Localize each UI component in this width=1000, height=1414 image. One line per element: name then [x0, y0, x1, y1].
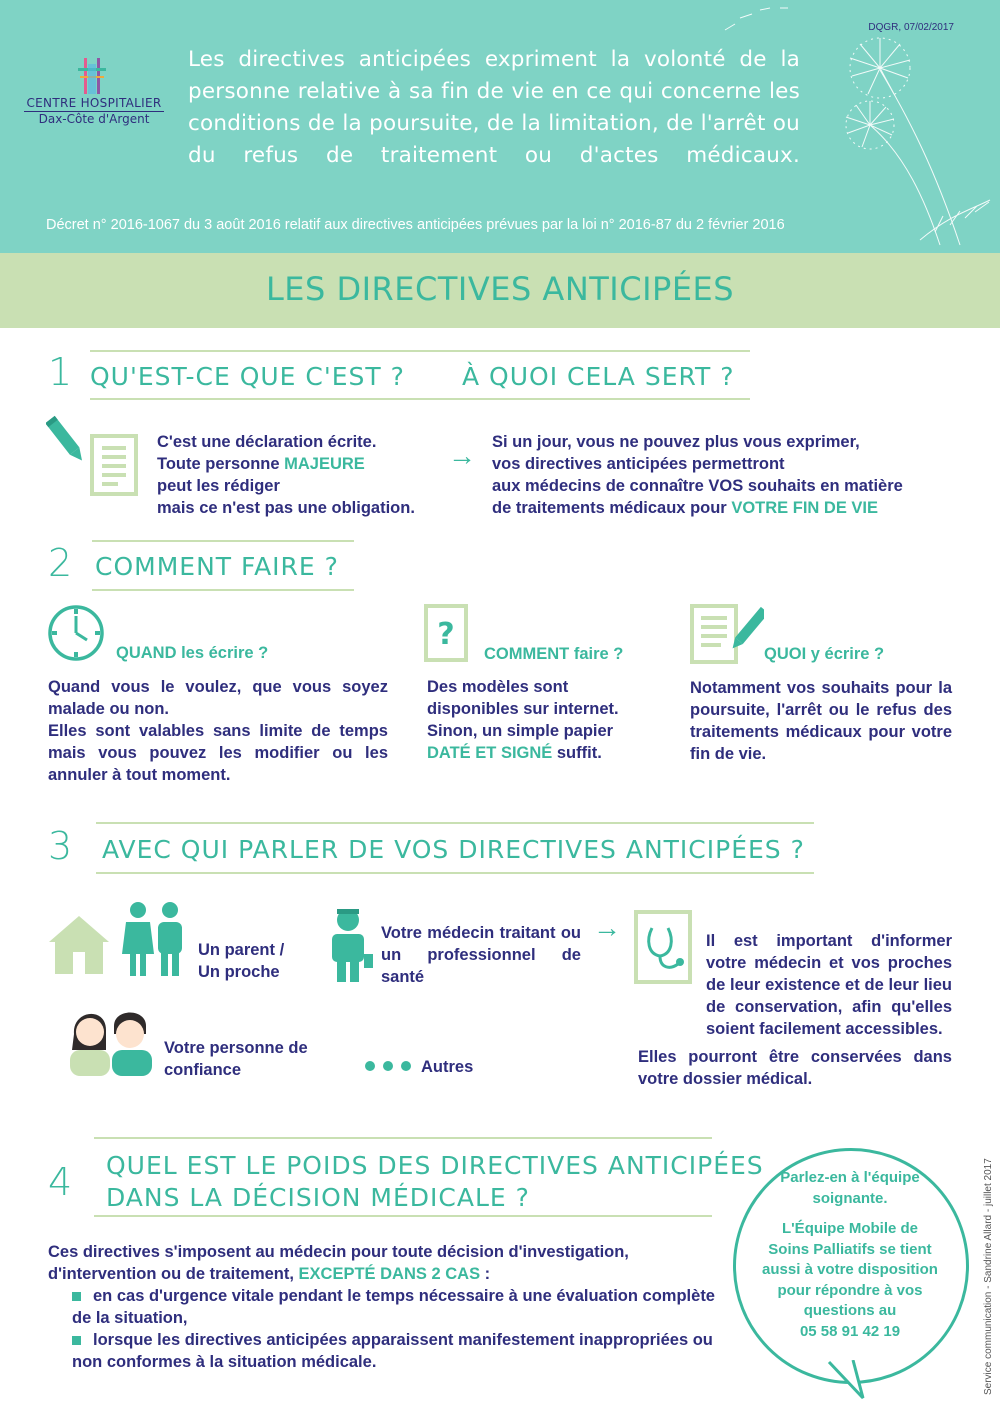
s1-right-line2: vos directives anticipées permettront: [492, 455, 785, 473]
s2-col2-text2a: Sinon, un simple papier: [427, 722, 614, 740]
section2-col2-title: COMMENT faire ?: [484, 645, 624, 663]
parent-label: Un parent / Un proche: [198, 941, 285, 981]
logo-name-line1: CENTRE HOSPITALIER: [26, 96, 162, 110]
section1-line-bottom: [90, 398, 750, 400]
decree-reference: Décret n° 2016-1067 du 3 août 2016 relatif aux directives anticipées prévues par la loi n° 2016-87 du 2 février 2016: [46, 217, 785, 233]
section4-line-bottom: [94, 1215, 712, 1217]
trusted-person-label: Votre personne de confiance: [164, 1039, 308, 1079]
s1-left-line1: C'est une déclaration écrite.: [157, 433, 377, 451]
section1-title-a: QU'EST-CE QUE C'EST ?: [90, 362, 405, 391]
couple-icon: [120, 900, 190, 978]
house-icon: [47, 912, 111, 976]
section3-info: [638, 930, 952, 1090]
section1-number: 1: [48, 350, 73, 394]
section4-text: [48, 1241, 718, 1373]
s1-right-line4a: de traitements médicaux pour: [492, 499, 732, 517]
s1-left-line4: mais ce n'est pas une obligation.: [157, 499, 415, 517]
s2-col2-text1: Des modèles sont disponibles sur internet.: [427, 678, 619, 718]
section2-number: 2: [48, 541, 73, 585]
bubble-line2: L'Équipe Mobile de Soins Palliatifs se tient aussi à votre disposition pour répondre à vos questions au: [762, 1220, 938, 1319]
document-reference: DQGR, 07/02/2017: [868, 22, 954, 33]
s4-case2-text: lorsque les directives anticipées apparaissent manifestement inappropriées ou non conformes à la situation médicale.: [72, 1331, 713, 1371]
section1-right-text: [492, 431, 972, 519]
doctor-icon: [328, 906, 374, 984]
document-icon: [90, 434, 138, 496]
section3-line-top: [96, 822, 814, 824]
s1-left-line3: peut les rédiger: [157, 477, 280, 495]
s1-majeure-highlight: MAJEURE: [284, 455, 365, 473]
question-document-icon: [424, 604, 468, 662]
document-pencil-icon: [690, 602, 764, 664]
s3-info1: Il est important d'informer votre médecin et vos proches de leur existence et de leur lieu de conservation, afin qu'elles soient facilement accessibles.: [706, 932, 952, 1038]
bullet-icon: [72, 1292, 81, 1301]
page-title: LES DIRECTIVES ANTICIPÉES: [265, 270, 735, 308]
s2-col2-text2: [427, 720, 652, 764]
arrow-right-icon: →: [448, 440, 476, 471]
section3-line-bottom: [96, 872, 814, 874]
s4-case1-text: en cas d'urgence vitale pendant le temps nécessaire à une évaluation complète de la situation,: [72, 1287, 715, 1327]
section2-col2-text: [427, 676, 652, 764]
pencil-icon: [46, 412, 86, 467]
s2-col2-text2c: suffit.: [552, 744, 602, 762]
s4-title-line1: QUEL EST LE POIDS DES DIRECTIVES ANTICIPÉES: [106, 1151, 764, 1180]
bubble-phone: 05 58 91 42 19: [799, 1322, 901, 1340]
s4-intro: [48, 1241, 718, 1285]
section1-title-b: À QUOI CELA SERT ?: [462, 362, 735, 391]
section1-line-top: [90, 350, 750, 352]
bullet-icon: [72, 1336, 81, 1345]
s1-fin-de-vie-highlight: VOTRE FIN DE VIE: [731, 499, 879, 517]
section2-col1-text: [48, 676, 388, 786]
clock-icon: [47, 604, 105, 662]
section3-number: 3: [48, 824, 73, 868]
s4-case2: [48, 1329, 718, 1373]
speech-bubble-tail: [825, 1360, 865, 1400]
doctor-label: Votre médecin traitant ou un professionnel de santé: [381, 924, 581, 986]
section2-col1-title: QUAND les écrire ?: [116, 644, 269, 662]
s4-except-highlight: EXCEPTÉ DANS 2 CAS: [298, 1265, 481, 1283]
section1-left-text: [157, 431, 477, 519]
section2-line-bottom: [92, 589, 354, 591]
s1-right-line3: aux médecins de connaître VOS souhaits en matière: [492, 477, 903, 495]
s4-intro-c: :: [480, 1265, 491, 1283]
section4-number: 4: [48, 1160, 73, 1204]
s1-right-line1: Si un jour, vous ne pouvez plus vous exprimer,: [492, 433, 860, 451]
s1-right-line4: [492, 497, 972, 519]
s1-left-line2a: Toute personne: [157, 455, 285, 473]
s4-intro-a: Ces directives s'imposent au médecin pour toute décision d'investigation, d'intervention ou de traitement,: [48, 1243, 629, 1283]
section2-title: COMMENT FAIRE ?: [95, 552, 339, 581]
s3-info2: Elles pourront être conservées dans votre dossier médical.: [638, 1048, 952, 1088]
bubble-text: [760, 1168, 940, 1342]
trusted-person-icon: [66, 1000, 156, 1076]
s2-col1-text2: Elles sont valables sans limite de temps mais vous pouvez les modifier ou les annuler à tout moment.: [48, 722, 388, 784]
s4-title-line2: DANS LA DÉCISION MÉDICALE ?: [106, 1183, 530, 1212]
dots-icon: [364, 1060, 412, 1072]
section2-col3-text: Notamment vos souhaits pour la poursuite, l'arrêt ou le refus des traitements médicaux pour votre fin de vie.: [690, 679, 952, 763]
section2-line-top: [92, 540, 354, 542]
s2-date-signe-highlight: DATÉ ET SIGNÉ: [427, 744, 553, 762]
section4-line-top: [94, 1137, 712, 1139]
s1-left-line2: [157, 453, 477, 475]
section4-title: [106, 1150, 764, 1214]
others-label: Autres: [421, 1058, 474, 1076]
section3-title: AVEC QUI PARLER DE VOS DIRECTIVES ANTICIPÉES ?: [102, 835, 805, 864]
logo-name-line2: Dax-Côte d'Argent: [38, 112, 150, 126]
svg-text:?: ?: [437, 617, 455, 652]
s4-case1: [48, 1285, 718, 1329]
section2-col3-title: QUOI y écrire ?: [764, 645, 885, 663]
bubble-line1: Parlez-en à l'équipe soignante.: [780, 1169, 920, 1207]
header-intro-text: Les directives anticipées expriment la volonté de la personne relative à sa fin de vie en ce qui concerne les conditions de la poursuite, de la limitation, de l'arrêt ou du refus de traitement ou d'actes médicaux.: [188, 47, 800, 168]
arrow-right-icon-2: →: [593, 912, 621, 943]
s2-col1-text1: Quand vous le voulez, que vous soyez malade ou non.: [48, 678, 388, 718]
credit-text: Service communication - Sandrine Allard - juillet 2017: [983, 1158, 994, 1395]
